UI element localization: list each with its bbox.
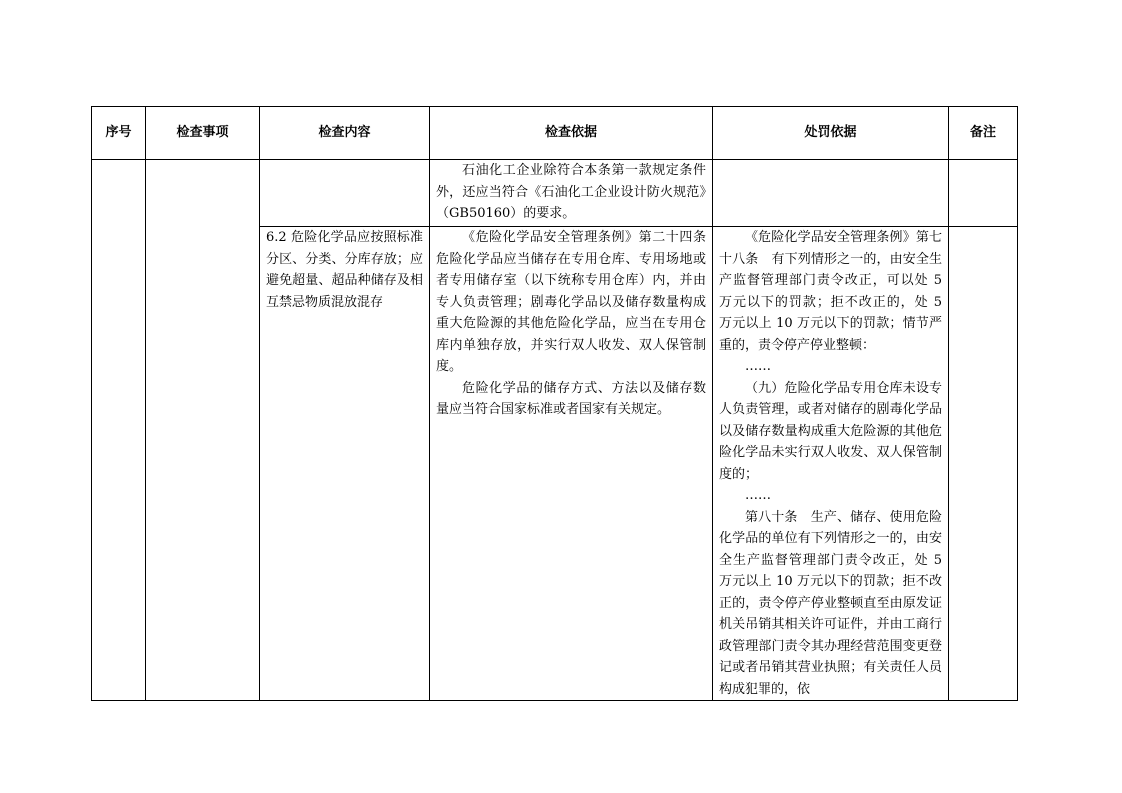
cell-no (92, 160, 146, 701)
penalty-paragraph: 《危险化学品安全管理条例》第七十八条 有下列情形之一的，由安全生产监督管理部门责令改正，可以处 5 万元以下的罚款；拒不改正的，处 5 万元以上 10 万元以下的罚款；情节严重的，责令停产停业整顿： (719, 230, 947, 353)
header-penalty: 处罚依据 (713, 107, 949, 160)
penalty-ellipsis: …… (745, 488, 771, 503)
penalty-paragraph: （九）危险化学品专用仓库未设专人负责管理，或者对储存的剧毒化学品以及储存数量构成重大危险源的其他危险化学品未实行双人收发、双人保管制度的； (719, 380, 942, 482)
cell-basis (430, 160, 713, 227)
header-row (92, 107, 1018, 160)
penalty-paragraph: 第八十条 生产、储存、使用危险化学品的单位有下列情形之一的，由安全生产监督管理部门责令改正，处 5 万元以上 10 万元以下的罚款；拒不改正的，责令停产停业整顿直至由原发证机关吊销其相关许可证件，并由工商行政管理部门责令其办理经营范围变更登记或者吊销其营业执照；有关责任人员构成犯罪的，依 (719, 509, 947, 697)
cell-content (260, 227, 430, 701)
header-content: 检查内容 (260, 107, 430, 160)
cell-penalty (713, 160, 949, 227)
basis-paragraph: 石油化工企业除符合本条第一款规定条件外，还应当符合《石油化工企业设计防火规范》（GB50160）的要求。 (436, 163, 706, 221)
penalty-ellipsis: …… (745, 359, 771, 374)
content-text: 6.2 危险化学品应按照标准分区、分类、分库存放；应避免超量、超品种储存及相互禁忌物质混放混存 (266, 230, 423, 310)
header-item: 检查事项 (146, 107, 260, 160)
header-note: 备注 (949, 107, 1018, 160)
cell-item (146, 160, 260, 701)
cell-penalty (713, 227, 949, 701)
cell-content (260, 160, 430, 227)
cell-note (949, 160, 1018, 227)
basis-paragraph: 危险化学品的储存方式、方法以及储存数量应当符合国家标准或者国家有关规定。 (436, 380, 706, 417)
cell-note (949, 227, 1018, 701)
table-row (92, 160, 1018, 227)
basis-paragraph: 《危险化学品安全管理条例》第二十四条 危险化学品应当储存在专用仓库、专用场地或者专用储存室（以下统称专用仓库）内，并由专人负责管理；剧毒化学品以及储存数量构成重大危险源的其他危险化学品，应当在专用仓库内单独存放，并实行双人收发、双人保管制度。 (436, 230, 720, 374)
header-basis: 检查依据 (430, 107, 713, 160)
cell-basis (430, 227, 720, 701)
header-no: 序号 (92, 107, 146, 160)
inspection-table (91, 106, 1018, 701)
